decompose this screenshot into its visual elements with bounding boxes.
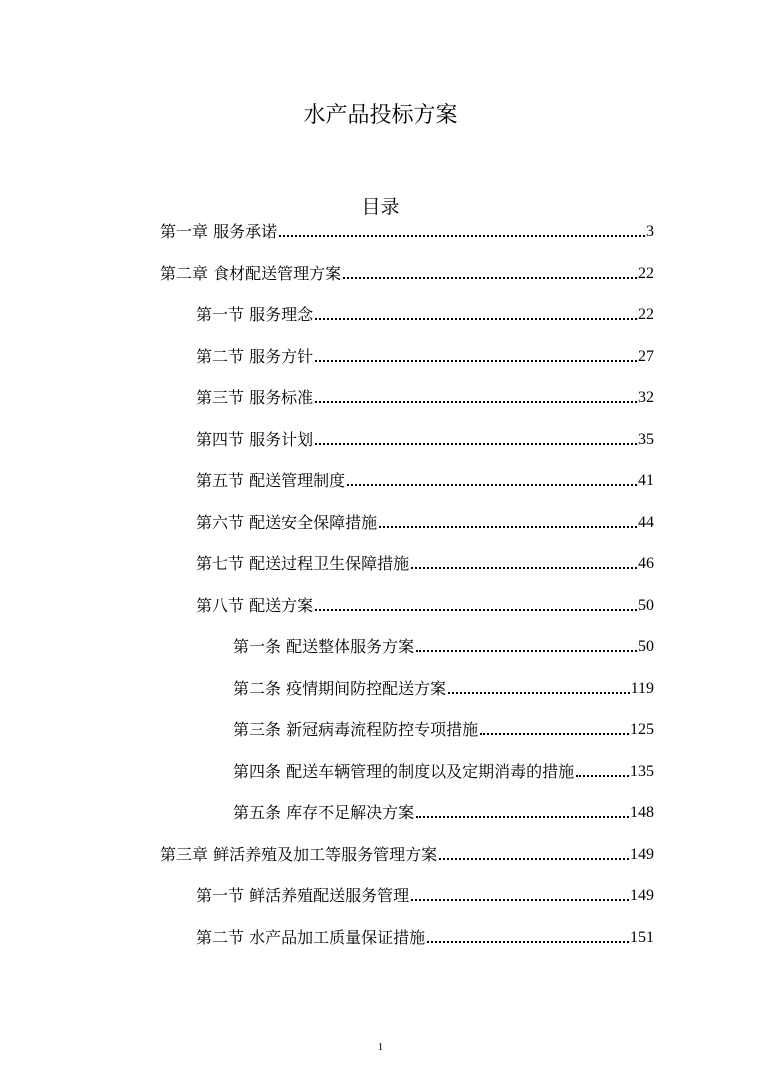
toc-entry[interactable] [196,885,654,907]
dot-leader [315,609,637,611]
toc-entry-label: 第八节 配送方案 [196,595,314,615]
toc-entry-page: 3 [646,223,654,240]
dot-leader [416,816,629,818]
dot-leader [347,484,637,486]
toc-entry-label: 第五节 配送管理制度 [196,471,346,490]
toc-entry[interactable] [160,844,654,866]
toc-entry-label: 第三节 服务标准 [196,388,314,407]
document-title: 水产品投标方案 [303,103,458,128]
toc-entry-page: 22 [638,306,654,323]
toc-heading: 目录 [361,196,400,218]
dot-leader [411,899,629,901]
dot-leader [279,235,645,237]
dot-leader [315,360,637,362]
toc-entry-page: 135 [630,762,654,780]
toc-entry-label: 第二条 疫情期间防控配送方案 [233,678,447,698]
dot-leader [343,277,637,279]
toc-entry-page: 125 [630,721,654,738]
toc-entry-page: 148 [630,804,654,821]
toc-entry-page: 149 [630,887,654,904]
toc-entry[interactable] [196,304,654,326]
dot-leader [416,650,637,652]
toc-entry-page: 44 [638,513,654,531]
dot-leader [315,443,637,445]
dot-leader [480,733,629,735]
dot-leader [315,401,637,403]
toc-entry-label: 第一章 服务承诺 [160,222,278,241]
toc-entry[interactable] [160,221,654,243]
toc-entry[interactable] [160,263,654,285]
toc-entry[interactable] [196,429,654,451]
toc-entry[interactable] [233,678,654,700]
toc-entry-label: 第三条 新冠病毒流程防控专项措施 [233,720,479,739]
toc-entry-page: 151 [630,928,654,946]
toc-entry[interactable] [196,512,654,534]
toc-entry-label: 第五条 库存不足解决方案 [233,803,415,822]
toc-entry-page: 22 [638,264,654,282]
toc-entry-page: 32 [638,389,654,406]
toc-entry[interactable] [196,927,654,949]
toc-entry[interactable] [233,719,654,741]
toc-entry-page: 50 [638,638,654,655]
toc-entry-page: 41 [638,472,654,489]
dot-leader [411,567,637,569]
toc-entry[interactable] [196,387,654,409]
toc-entry-label: 第一节 鲜活养殖配送服务管理 [196,886,410,905]
dot-leader [439,858,629,860]
toc-entry-label: 第一节 服务理念 [196,305,314,324]
toc-entry-label: 第四条 配送车辆管理的制度以及定期消毒的措施 [233,761,575,781]
toc-entry-page: 50 [638,596,654,614]
toc-entry[interactable] [196,470,654,492]
dot-leader [427,941,629,943]
dot-leader [315,318,637,320]
toc-entry-label: 第六节 配送安全保障措施 [196,512,378,532]
toc-entry-page: 27 [638,347,654,365]
dot-leader [379,526,637,528]
dot-leader [576,775,629,777]
toc-entry-page: 46 [638,555,654,572]
toc-entry-label: 第七节 配送过程卫生保障措施 [196,554,410,573]
toc-entry-label: 第二节 水产品加工质量保证措施 [196,927,426,947]
toc-entry-page: 119 [630,679,654,697]
toc-entry-label: 第一条 配送整体服务方案 [233,637,415,656]
toc-entry-label: 第二章 食材配送管理方案 [160,263,342,283]
toc-entry-page: 35 [638,430,654,448]
toc-entry[interactable] [233,636,654,658]
toc-entry[interactable] [196,346,654,368]
dot-leader [448,692,630,694]
toc-entry-label: 第二节 服务方针 [196,346,314,366]
toc-entry[interactable] [233,761,654,783]
toc-entry-label: 第四节 服务计划 [196,429,314,449]
toc-entry[interactable] [196,595,654,617]
toc-entry[interactable] [233,802,654,824]
toc-entry[interactable] [196,553,654,575]
toc-entry-label: 第三章 鲜活养殖及加工等服务管理方案 [160,844,438,864]
page-number: 1 [377,1041,384,1053]
toc-entry-page: 149 [630,845,654,863]
